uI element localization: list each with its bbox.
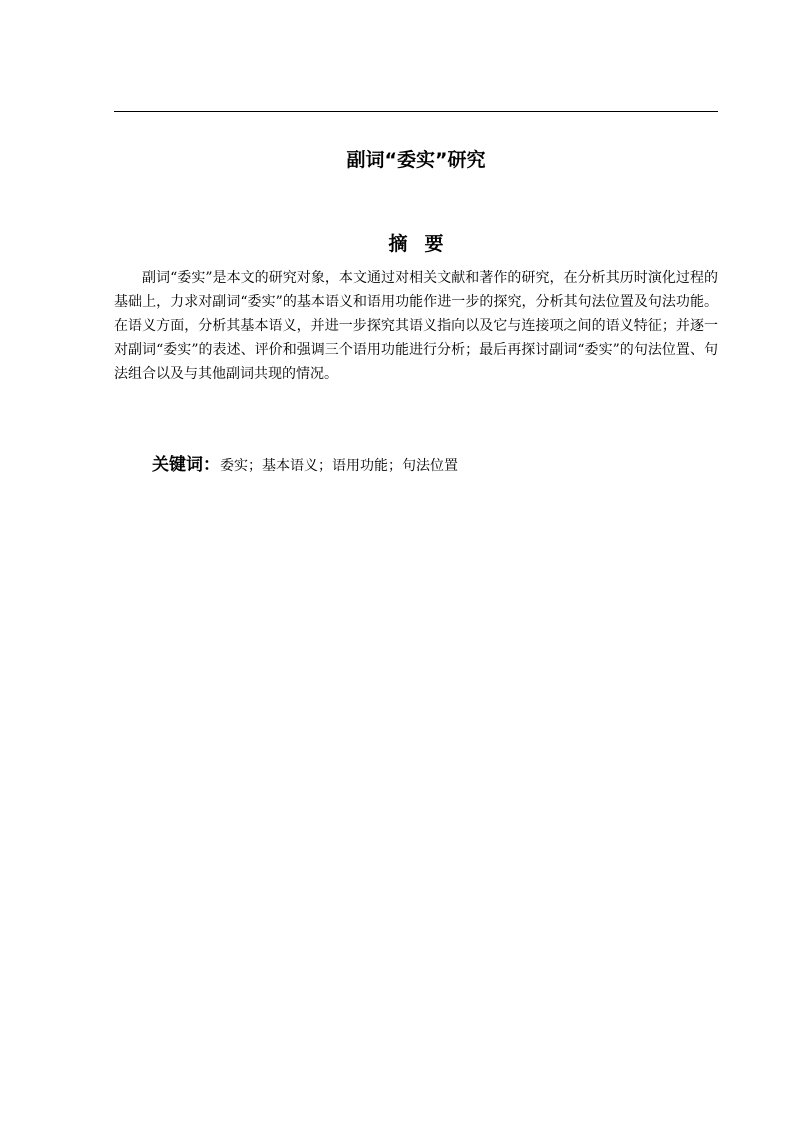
abstract-body: 副词“委实”是本文的研究对象，本文通过对相关文献和著作的研究，在分析其历时演化过程的基础上，力求对副词“委实”的基本语义和语用功能作进一步的探究，分析其句法位置及句法功能。在语义方面，分析其基本语义，并进一步探究其语义指向以及它与连接项之间的语义特征；并逐一对副词“委实”的表述、评价和强调三个语用功能进行分析；最后再探讨副词“委实”的句法位置、句法组合以及与其他副词共现的情况。 xyxy=(114,270,718,382)
keywords-text: 委实；基本语义；语用功能；句法位置 xyxy=(220,458,458,474)
keywords-label: 关键词： xyxy=(152,455,220,475)
paper-title: 副词“委实”研究 xyxy=(346,149,486,171)
header-rule xyxy=(114,111,718,112)
abstract-heading: 摘要 xyxy=(388,233,461,255)
keywords-line xyxy=(152,451,712,480)
